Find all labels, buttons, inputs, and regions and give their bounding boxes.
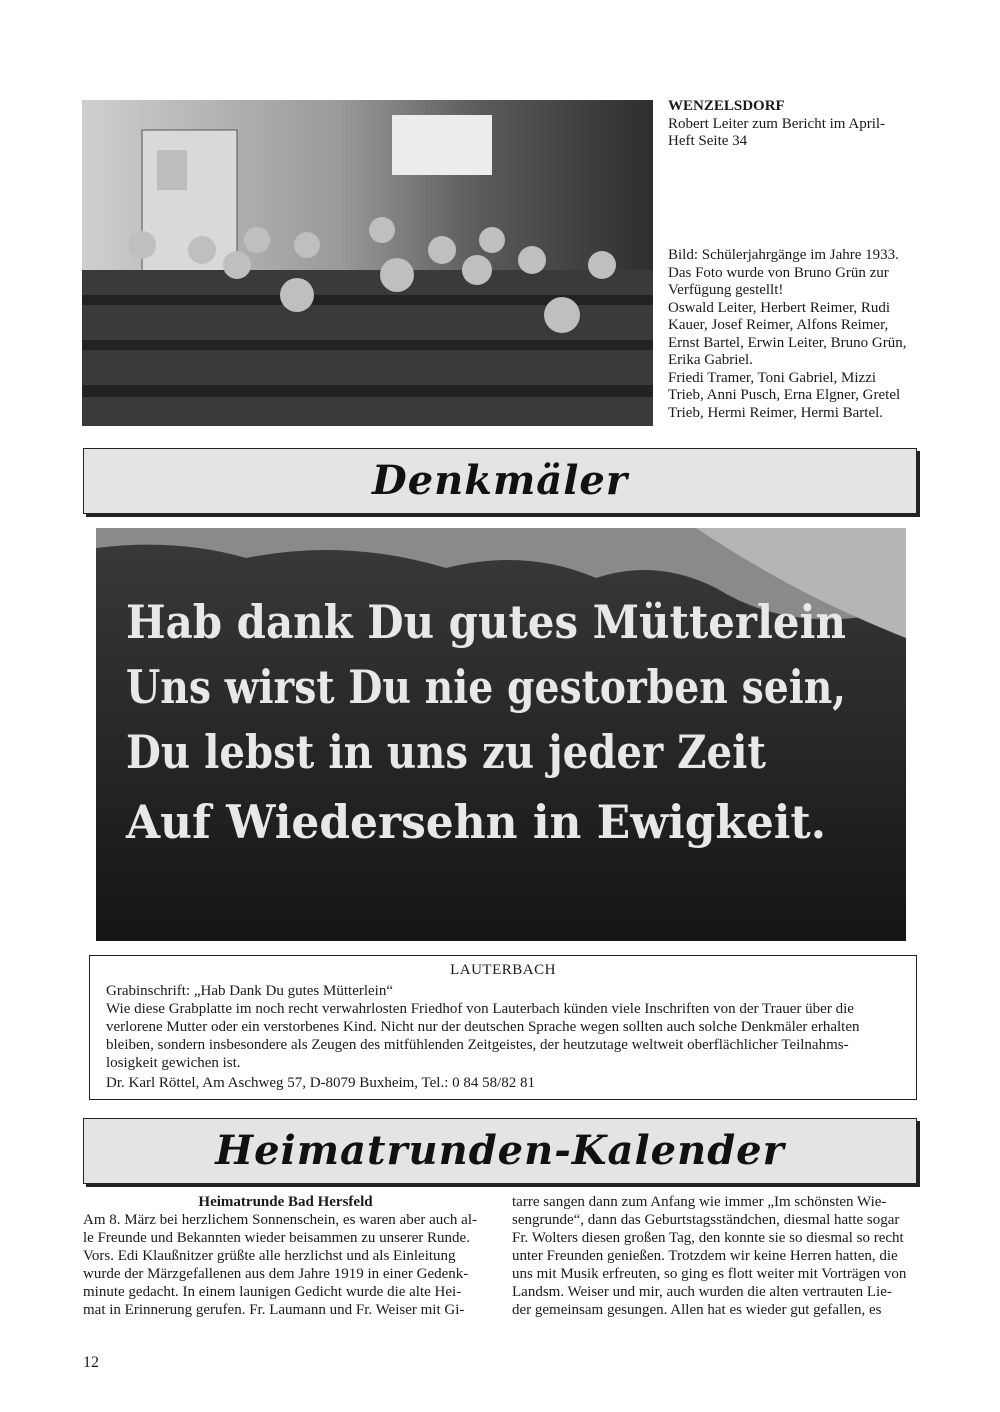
- article-line: le Freunde und Bekannten wieder beisammen zu unserer Runde.: [83, 1230, 470, 1246]
- caption-title: WENZELSDORF: [668, 98, 785, 114]
- box-line: losigkeit gewichen ist.: [106, 1055, 241, 1071]
- section-title: Denkmäler: [372, 457, 628, 504]
- inscription-line: Hab dank Du gutes Mütterlein: [126, 595, 846, 649]
- description-line: Trieb, Anni Pusch, Erna Elgner, Gretel: [668, 387, 901, 403]
- article-line: sengrunde“, dann das Geburtstagsständchen, diesmal hatte sogar: [512, 1212, 900, 1228]
- article-line: tarre sangen dann zum Anfang wie immer „Im schönsten Wie-: [512, 1194, 887, 1210]
- section-title: Heimatrunden-Kalender: [215, 1127, 785, 1174]
- box-signature: Dr. Karl Röttel, Am Aschweg 57, D-8079 Buxheim, Tel.: 0 84 58/82 81: [106, 1075, 536, 1091]
- photo-caption: [668, 98, 918, 151]
- page-number: 12: [83, 1354, 99, 1371]
- description-line: Bild: Schülerjahrgänge im Jahre 1933.: [668, 247, 899, 263]
- article-line: mat in Erinnerung gerufen. Fr. Laumann und Fr. Weiser mit Gi-: [83, 1302, 465, 1318]
- caption-line: Heft Seite 34: [668, 133, 748, 149]
- section-banner-denkmaeler: [83, 448, 917, 514]
- description-line: Erika Gabriel.: [668, 352, 753, 368]
- photo-description: [668, 247, 918, 422]
- article-column-left: [83, 1193, 488, 1319]
- inscription-line: Auf Wiedersehn in Ewigkeit.: [125, 795, 826, 849]
- inscription-line: Du lebst in uns zu jeder Zeit: [126, 725, 767, 779]
- classroom-photo: [82, 100, 653, 426]
- description-line: Ernst Bartel, Erwin Leiter, Bruno Grün,: [668, 334, 907, 351]
- box-title: LAUTERBACH: [450, 962, 556, 978]
- description-line: Kauer, Josef Reimer, Alfons Reimer,: [668, 317, 889, 333]
- caption-line: Robert Leiter zum Bericht im April-: [668, 115, 886, 132]
- lauterbach-box: [89, 955, 917, 1100]
- box-line: Wie diese Grabplatte im noch recht verwahrlosten Friedhof von Lauterbach künden viele Inschriften von der Trauer über die: [106, 1001, 854, 1017]
- description-line: Das Foto wurde von Bruno Grün zur: [668, 264, 889, 281]
- box-line: Grabinschrift: „Hab Dank Du gutes Mütterlein“: [106, 983, 393, 999]
- article-subtitle: Heimatrunde Bad Hersfeld: [198, 1194, 373, 1210]
- article-line: Landsm. Weiser und mir, auch wurden die alten vertrauten Lie-: [512, 1284, 892, 1300]
- article-line: minute gedacht. In einem launigen Gedicht wurde die alte Hei-: [83, 1284, 462, 1300]
- gravestone-photo: [96, 528, 906, 941]
- article-line: wurde der Märzgefallenen aus dem Jahre 1919 in einer Gedenk-: [83, 1266, 469, 1282]
- article-line: der gemeinsam gesungen. Allen hat es wieder gut gefallen, es: [512, 1302, 882, 1318]
- box-line: bleiben, sondern insbesondere als Zeugen des mitfühlenden Zeitgeistes, der heutzutage weltweit oberflächlicher Teilnahms-: [106, 1037, 849, 1053]
- article-line: Am 8. März bei herzlichem Sonnenschein, es waren aber auch al-: [83, 1212, 478, 1228]
- article-line: Vors. Edi Klaußnitzer grüßte alle herzlichst und als Einleitung: [83, 1248, 456, 1264]
- description-line: Trieb, Hermi Reimer, Hermi Bartel.: [668, 404, 884, 421]
- inscription-line: Uns wirst Du nie gestorben sein,: [126, 660, 846, 714]
- description-line: Verfügung gestellt!: [668, 282, 784, 298]
- box-line: verlorene Mutter oder ein verstorbenes Kind. Nicht nur der deutschen Sprache wegen sollten auch solche Denkmäler erhalten: [106, 1019, 860, 1035]
- article-line: uns mit Musik erfreuten, so ging es flott weiter mit Vorträgen von: [512, 1266, 907, 1282]
- article-line: Fr. Wolters diesen großen Tag, den konnte sie so diesmal so recht: [512, 1230, 904, 1246]
- box-body: [106, 982, 902, 1072]
- section-banner-kalender: [83, 1118, 917, 1184]
- description-line: Friedi Tramer, Toni Gabriel, Mizzi: [668, 369, 877, 386]
- article-line: unter Freunden genießen. Trotzdem wir keine Herren hatten, die: [512, 1248, 898, 1264]
- article-column-right: [512, 1193, 917, 1319]
- description-line: Oswald Leiter, Herbert Reimer, Rudi: [668, 299, 891, 316]
